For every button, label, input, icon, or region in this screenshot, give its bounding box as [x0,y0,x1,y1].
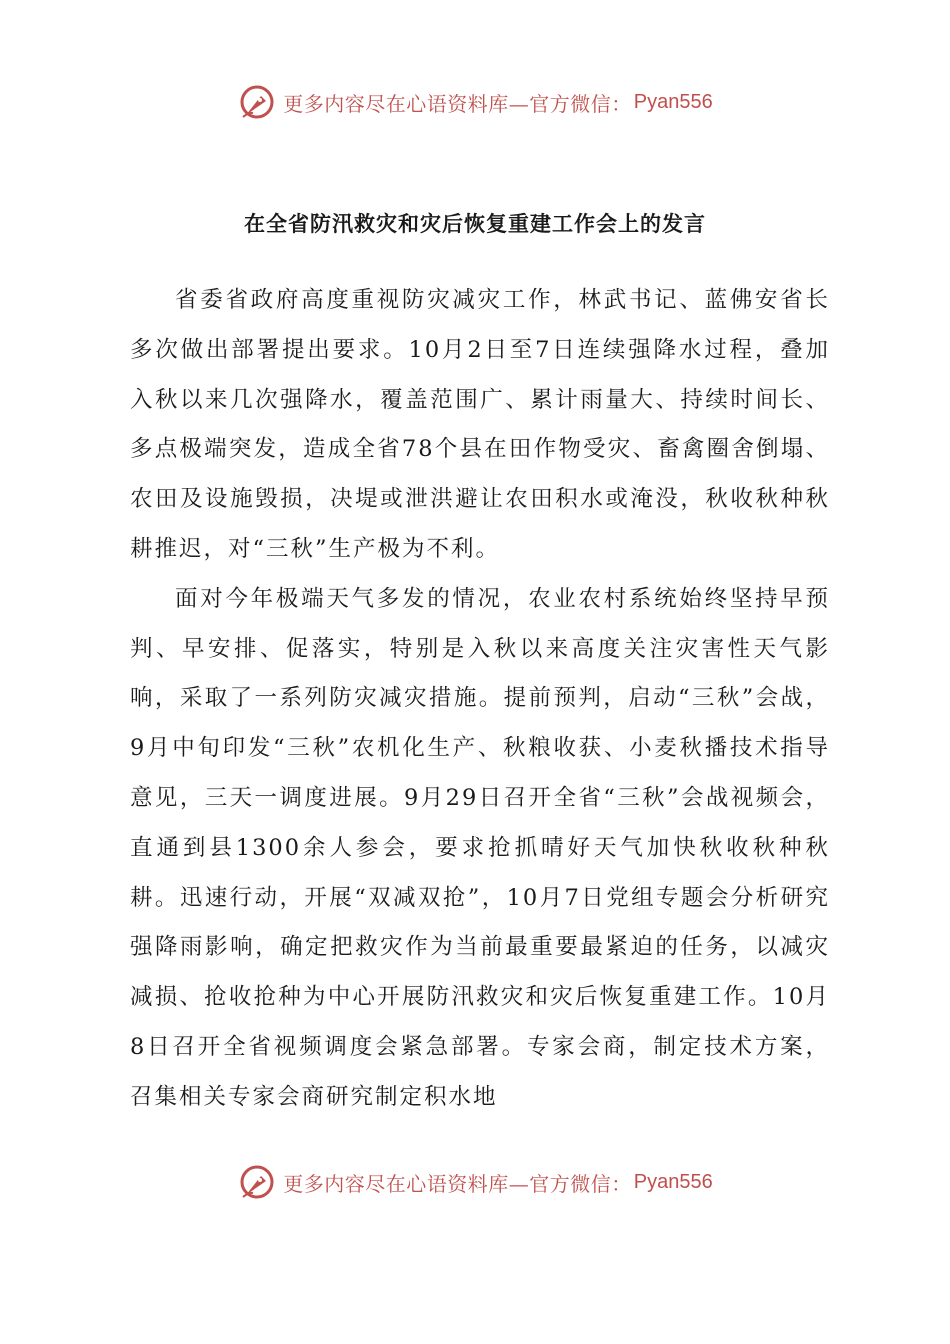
footer-wechat-id: Pyan556 [633,1170,713,1193]
pen-nib-icon [237,1162,277,1202]
header-wechat-id: Pyan556 [633,90,713,113]
paragraph: 省委省政府高度重视防灾减灾工作，林武书记、蓝佛安省长多次做出部署提出要求。10月2日至7日连续强降水过程，叠加入秋以来几次强降水，覆盖范围广、累计雨量大、持续时间长、多点极端突发，造成全省78个县在田作物受灾、畜禽圈舍倒塌、农田及设施毁损，决堤或泄洪避让农田积水或淹没，秋收秋种秋耕推迟，对“三秋”生产极为不利。 [130,287,830,562]
document-body [130,276,830,1123]
pen-nib-icon [237,82,277,122]
document-title: 在全省防汛救灾和灾后恢复重建工作会上的发言 [244,212,706,236]
paragraph: 面对今年极端天气多发的情况，农业农村系统始终坚持早预判、早安排、促落实，特别是入秋以来高度关注灾害性天气影响，采取了一系列防灾减灾措施。提前预判，启动“三秋”会战，9月中旬印发“三秋”农机化生产、秋粮收获、小麦秋播技术指导意见，三天一调度进展。9月29日召开全省“三秋”会战视频会，直通到县1300余人参会，要求抢抓晴好天气加快秋收秋种秋耕。迅速行动，开展“双减双抢”，10月7日党组专题会分析研究强降雨影响，确定把救灾作为当前最重要最紧迫的任务，以减灾减损、抢收抢种为中心开展防汛救灾和灾后恢复重建工作。10月8日召开全省视频调度会紧急部署。专家会商，制定技术方案，召集相关专家会商研究制定积水地 [130,585,830,1110]
footer-banner-text: 更多内容尽在心语资料库—官方微信： [283,1171,632,1196]
footer-banner [0,1162,950,1202]
header-banner [0,82,950,122]
header-banner-text: 更多内容尽在心语资料库—官方微信： [283,91,632,116]
